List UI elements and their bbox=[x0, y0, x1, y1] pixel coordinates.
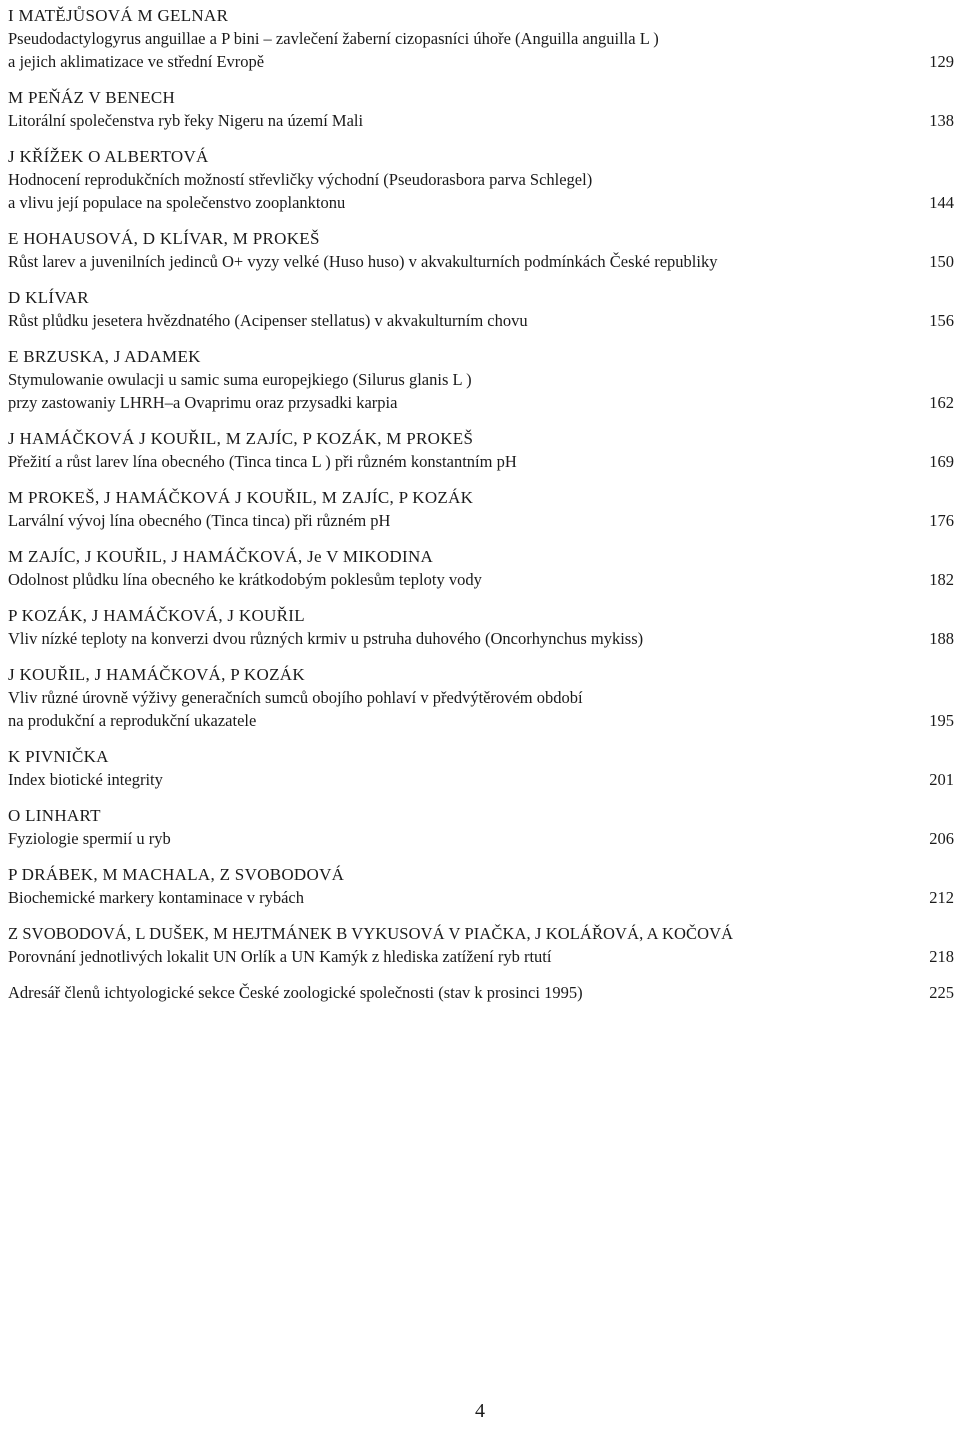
entry-title bbox=[8, 168, 954, 214]
toc-entry bbox=[8, 345, 954, 414]
entry-title bbox=[8, 309, 954, 332]
toc-entry bbox=[8, 427, 954, 473]
toc-entry bbox=[8, 145, 954, 214]
entry-title bbox=[8, 686, 954, 732]
entry-page-number: 138 bbox=[929, 111, 954, 130]
entry-title-line: Litorální společenstva ryb řeky Nigeru na území Mali bbox=[8, 111, 364, 130]
entry-page-number: 156 bbox=[929, 311, 954, 330]
entry-title bbox=[8, 981, 954, 1004]
entry-authors: J HAMÁČKOVÁ J KOUŘIL, M ZAJÍC, P KOZÁK, M PROKEŠ bbox=[8, 429, 474, 448]
entry-authors: M PROKEŠ, J HAMÁČKOVÁ J KOUŘIL, M ZAJÍC, P KOZÁK bbox=[8, 488, 474, 507]
entry-authors: E HOHAUSOVÁ, D KLÍVAR, M PROKEŠ bbox=[8, 229, 320, 248]
entry-title-line: Porovnání jednotlivých lokalit UN Orlík a UN Kamýk z hlediska zatížení ryb rtutí bbox=[8, 947, 552, 966]
entry-title-line: Adresář členů ichtyologické sekce České zoologické společnosti (stav k prosinci 1995) bbox=[8, 983, 583, 1002]
entry-title bbox=[8, 568, 954, 591]
entry-title-line: a jejich aklimatizace ve střední Evropě bbox=[8, 52, 265, 71]
entry-page-number: 218 bbox=[929, 947, 954, 966]
entry-title bbox=[8, 827, 954, 850]
entry-title bbox=[8, 368, 954, 414]
entry-title bbox=[8, 27, 954, 73]
toc-entry bbox=[8, 604, 954, 650]
entry-page-number: 169 bbox=[929, 452, 954, 471]
entry-title-line: Růst plůdku jesetera hvězdnatého (Acipenser stellatus) v akvakulturním chovu bbox=[8, 311, 528, 330]
entry-page-number: 162 bbox=[929, 393, 954, 412]
entry-page-number: 201 bbox=[929, 770, 954, 789]
entry-authors: M ZAJÍC, J KOUŘIL, J HAMÁČKOVÁ, Je V MIKODINA bbox=[8, 547, 434, 566]
entry-page-number: 188 bbox=[929, 629, 954, 648]
toc-entry bbox=[8, 922, 954, 968]
entry-authors: K PIVNIČKA bbox=[8, 747, 109, 766]
entry-authors: O LINHART bbox=[8, 806, 101, 825]
toc-entry bbox=[8, 486, 954, 532]
entry-authors: E BRZUSKA, J ADAMEK bbox=[8, 347, 201, 366]
entry-page-number: 206 bbox=[929, 829, 954, 848]
entry-authors: I MATĚJŮSOVÁ M GELNAR bbox=[8, 6, 229, 25]
entry-authors: J KOUŘIL, J HAMÁČKOVÁ, P KOZÁK bbox=[8, 665, 305, 684]
toc-entry bbox=[8, 663, 954, 732]
entry-authors: Z SVOBODOVÁ, L DUŠEK, M HEJTMÁNEK B VYKUSOVÁ V PIAČKA, J KOLÁŘOVÁ, A KOČOVÁ bbox=[8, 924, 734, 943]
entry-page-number: 212 bbox=[929, 888, 954, 907]
toc-entry bbox=[8, 804, 954, 850]
entry-page-number: 225 bbox=[929, 983, 954, 1002]
entry-title-line: przy zastowaniy LHRH–a Ovaprimu oraz przysadki karpia bbox=[8, 393, 398, 412]
entry-title-line: Pseudodactylogyrus anguillae a P bini – zavlečení žaberní cizopasníci úhoře (Anguilla anguilla L ) bbox=[8, 29, 659, 48]
entry-title bbox=[8, 509, 954, 532]
entry-title-line: Vliv nízké teploty na konverzi dvou různých krmiv u pstruha duhového (Oncorhynchus mykiss) bbox=[8, 629, 644, 648]
entry-title-line: a vlivu její populace na společenstvo zooplanktonu bbox=[8, 193, 346, 212]
entry-title-line: Přežití a růst larev lína obecného (Tinca tinca L ) při různém konstantním pH bbox=[8, 452, 517, 471]
entry-title-line: Odolnost plůdku lína obecného ke krátkodobým poklesům teploty vody bbox=[8, 570, 482, 589]
toc-entry bbox=[8, 545, 954, 591]
entry-title bbox=[8, 945, 954, 968]
entry-title bbox=[8, 109, 954, 132]
entry-authors: P KOZÁK, J HAMÁČKOVÁ, J KOUŘIL bbox=[8, 606, 305, 625]
entry-title-line: Biochemické markery kontaminace v rybách bbox=[8, 888, 304, 907]
entry-page-number: 182 bbox=[929, 570, 954, 589]
page-number: 4 bbox=[475, 1400, 485, 1422]
entry-title bbox=[8, 250, 954, 273]
entry-title-line: Index biotické integrity bbox=[8, 770, 163, 789]
entry-authors: P DRÁBEK, M MACHALA, Z SVOBODOVÁ bbox=[8, 865, 345, 884]
entry-title bbox=[8, 450, 954, 473]
entry-title-line: Růst larev a juvenilních jedinců O+ vyzy velké (Huso huso) v akvakulturních podmínkách České republiky bbox=[8, 252, 718, 271]
entry-title bbox=[8, 768, 954, 791]
toc-entry bbox=[8, 86, 954, 132]
entry-page-number: 176 bbox=[929, 511, 954, 530]
entry-title-line: Hodnocení reprodukčních možností střevličky východní (Pseudorasbora parva Schlegel) bbox=[8, 170, 593, 189]
toc-entry bbox=[8, 4, 954, 73]
table-of-contents bbox=[8, 4, 954, 1017]
entry-title-line: Fyziologie spermií u ryb bbox=[8, 829, 171, 848]
entry-authors: M PEŇÁZ V BENECH bbox=[8, 88, 176, 107]
entry-title-line: na produkční a reprodukční ukazatele bbox=[8, 711, 257, 730]
entry-page-number: 150 bbox=[929, 252, 954, 271]
entry-title bbox=[8, 886, 954, 909]
toc-entry bbox=[8, 286, 954, 332]
toc-entry bbox=[8, 227, 954, 273]
entry-title-line: Vliv různé úrovně výživy generačních sumců obojího pohlaví v předvýtěrovém období bbox=[8, 688, 583, 707]
entry-page-number: 129 bbox=[929, 52, 954, 71]
entry-page-number: 144 bbox=[929, 193, 954, 212]
toc-entry bbox=[8, 863, 954, 909]
toc-entry bbox=[8, 981, 954, 1004]
entry-page-number: 195 bbox=[929, 711, 954, 730]
entry-authors: J KŘÍŽEK O ALBERTOVÁ bbox=[8, 147, 209, 166]
toc-entry bbox=[8, 745, 954, 791]
entry-authors: D KLÍVAR bbox=[8, 288, 89, 307]
entry-title-line: Stymulowanie owulacji u samic suma europejkiego (Silurus glanis L ) bbox=[8, 370, 472, 389]
entry-title-line: Larvální vývoj lína obecného (Tinca tinca) při různém pH bbox=[8, 511, 391, 530]
entry-title bbox=[8, 627, 954, 650]
